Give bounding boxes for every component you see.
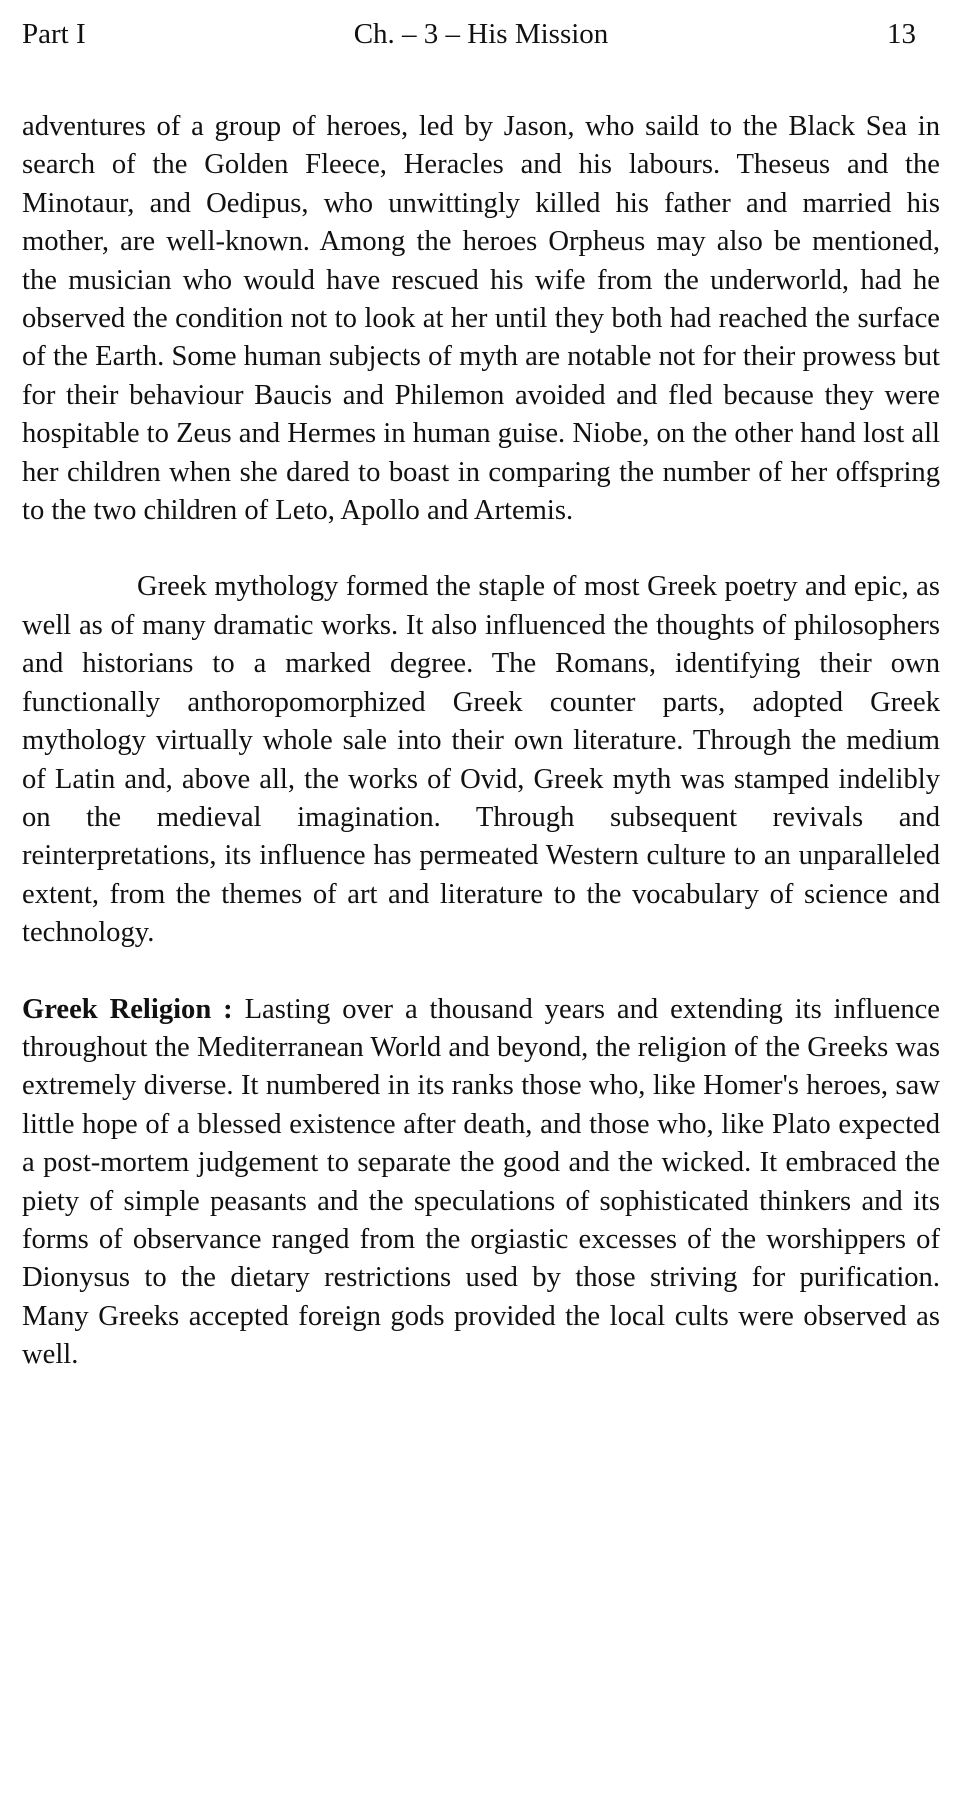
page-header	[22, 14, 940, 54]
paragraph-heroes: adventures of a group of heroes, led by Jason, who saild to the Black Sea in search of the Golden Fleece, Heracles and his labours. Theseus and the Minotaur, and Oedipus, who unwittingly killed his father and married his mother, are well-known. Among the heroes Orpheus may also be mentioned, the musician who would have rescued his wife from the underworld, had he observed the condition not to look at her until they both had reached the surface of the Earth. Some human subjects of myth are notable not for their prowess but for their behaviour Baucis and Philemon avoided and fled because they were hospitable to Zeus and Hermes in human guise. Niobe, on the other hand lost all her children when she dared to boast in comparing the number of her offspring to the two children of Leto, Apollo and Artemis.	[22, 111, 940, 527]
chapter-title: Ch. – 3 – His Mission	[353, 18, 609, 50]
paragraph-greek-religion	[22, 991, 940, 1375]
greek-religion-text: Lasting over a thousand years and extending its influence throughout the Mediterranean World and beyond, the religion of the Greeks was extremely diverse. It numbered in its ranks those who, like Homer's heroes, saw little hope of a blessed existence after death, and those who, like Plato expected a post-mortem judgement to separate the good and the wicked. It embraced the piety of simple peasants and the speculations of sophisticated thinkers and its forms of observance ranged from the orgiastic excesses of the worshippers of Dionysus to the dietary restrictions used by those striving for purification. Many Greeks accepted foreign gods provided the local cults were observed as well.	[22, 993, 940, 1371]
greek-religion-heading: Greek Religion :	[22, 993, 233, 1025]
part-label: Part I	[22, 18, 86, 50]
paragraph-mythology-influence: Greek mythology formed the staple of most Greek poetry and epic, as well as of many dramatic works. It also influenced the thoughts of philosophers and historians to a marked degree. The Romans, identifying their own functionally anthoropomorphized Greek counter parts, adopted Greek mythology virtually whole sale into their own literature. Through the medium of Latin and, above all, the works of Ovid, Greek myth was stamped indelibly on the medieval imagination. Through subsequent revivals and reinterpretations, its influence has permeated Western culture to an unparalleled extent, from the themes of art and literature to the vocabulary of science and technology.	[22, 571, 940, 949]
page-number: 13	[887, 18, 916, 50]
document-page	[22, 14, 940, 1375]
body-text	[22, 108, 940, 1375]
